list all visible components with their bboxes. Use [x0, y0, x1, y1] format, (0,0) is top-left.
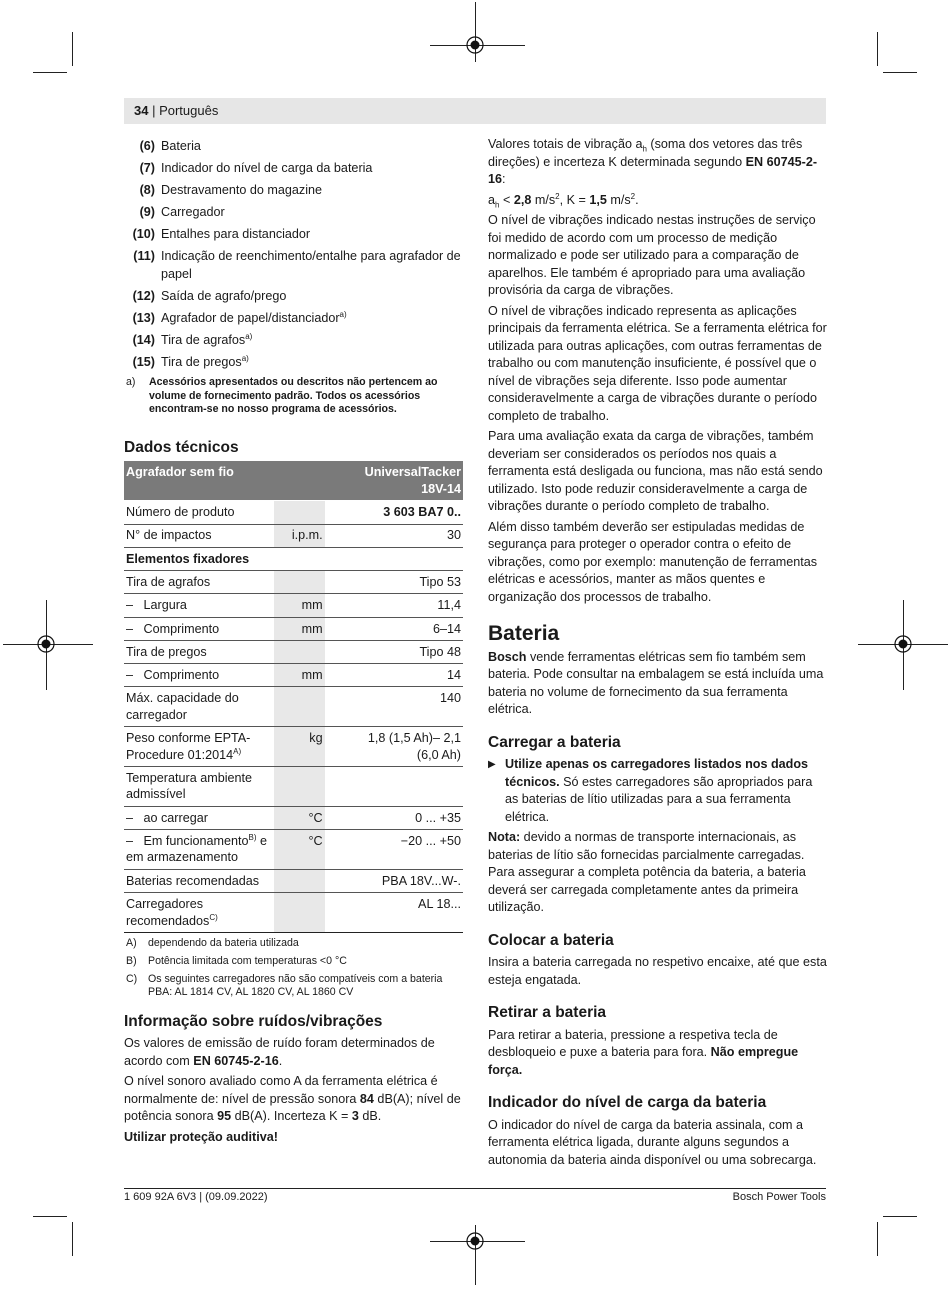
paragraph: Insira a bateria carregada no respetivo encaixe, até que esta esteja engatada.: [488, 955, 827, 987]
table-footnotes: [124, 937, 464, 999]
footer-brand: Bosch Power Tools: [732, 1191, 826, 1203]
table-footnote: C) Os seguintes carregadores não são compatíveis com a bateria PBA: AL 1814 CV, AL 1820 CV, AL 1860 CV: [126, 972, 443, 998]
paragraph: Bosch vende ferramentas elétricas sem fio também sem bateria. Pode consultar na embalagem se está incluída uma bateria no volume de fornecimento da sua ferramenta elétrica.: [488, 649, 824, 716]
page-number: 34: [134, 103, 149, 118]
warning-bullet: ▶ Utilize apenas os carregadores listados nos dados técnicos. Só estes carregadores são apropriados para as baterias de lítio utilizadas para a sua ferramenta elétrica.: [488, 757, 813, 824]
footer-doc-id: 1 609 92A 6V3 | (09.09.2022): [124, 1191, 268, 1203]
table-row: – Em funcionamento$^{B)}$ e em armazenamento °C −20 ... +50: [124, 830, 463, 870]
table-row: – Comprimento mm 14: [124, 664, 463, 687]
left-column: [124, 138, 464, 1146]
paragraph: Utilizar proteção auditiva!: [124, 1129, 278, 1144]
paragraph: Nota: devido a normas de transporte internacionais, as baterias de lítio são fornecidas parcialmente carregadas. Para assegurar a completa potência da bateria, a bateria deverá ser carregada completamente antes da primeira utilização.: [488, 830, 806, 914]
crop-mark: [33, 1216, 67, 1217]
list-item: (8) Destravamento do magazine: [139, 183, 323, 198]
page-language: Português: [159, 103, 219, 118]
table-row: Carregadores recomendados$^{C)}$ AL 18...: [124, 893, 463, 933]
table-row: Peso conforme EPTA-Procedure $01:2014^{A)}$ kg 1,8 (1,5 Ah)– 2,1 (6,0 Ah): [124, 727, 463, 767]
table-row: – Largura mm 11,4: [124, 594, 463, 617]
table-row: Máx. capacidade do carregador 140: [124, 687, 463, 727]
list-item: (6) Bateria: [139, 139, 201, 153]
subsection-title-charge: Carregar a bateria: [488, 733, 621, 751]
triangle-bullet-icon: ▶: [488, 759, 496, 770]
list-footnote: a) Acessórios apresentados ou descritos não pertencem ao volume de fornecimento padrão. Todos os acessórios encontram-se no nosso programa de acessórios.: [126, 376, 438, 416]
crop-mark: [72, 1222, 73, 1256]
table-row: Tira de agrafos Tipo 53: [124, 571, 463, 594]
right-column: [488, 136, 828, 1169]
list-item: (11) Indicação de reenchimento/entalhe para agrafador de papel: [133, 249, 461, 281]
table-footnote: B) Potência limitada com temperaturas <0 °C: [126, 954, 347, 967]
crop-mark: [877, 1222, 878, 1256]
crop-mark: [33, 72, 67, 73]
paragraph: Os valores de emissão de ruído foram determinados de acordo com EN 60745-2-16.: [124, 1036, 435, 1068]
paragraph: O nível de vibrações indicado representa as aplicações principais da ferramenta elétrica. Se a ferramenta elétrica for utilizada para outras aplicações, com outras ferramentas de trabalho ou com manutenção insuficiente, é possível que o nível de vibrações seja diferente. Isso pode aumentar consideravelmente a carga de vibrações durante o período completo de trabalho.: [488, 303, 827, 423]
paragraph: Além disso também deverão ser estipuladas medidas de segurança para proteger o operador contra o efeito de vibrações, como por exemplo: manutenção de ferramentas elétricas e acessórios, manter as mãos quentes e organização dos processos de trabalho.: [488, 519, 818, 604]
technical-data-table: [124, 461, 463, 933]
table-row: Baterias recomendadas PBA 18V...W-.: [124, 869, 463, 892]
list-item: (12) Saída de agrafo/prego: [132, 289, 287, 304]
section-title-technical-data: Dados técnicos: [124, 438, 239, 456]
paragraph: O nível sonoro avaliado como A da ferramenta elétrica é normalmente de: nível de pressão sonora 84 dB(A); nível de potência sonora 95 dB(A). Incerteza K = 3 dB.: [124, 1074, 461, 1124]
crop-mark: [877, 32, 878, 66]
table-row: Temperatura ambiente admissível: [124, 767, 463, 807]
table-row: Tira de pregos Tipo 48: [124, 640, 463, 663]
list-item: (9) Carregador: [139, 205, 225, 220]
subsection-title-indicator: Indicador do nível de carga da bateria: [488, 1094, 767, 1111]
registration-mark-icon: [36, 634, 56, 654]
table-row: – Comprimento mm 6–14: [124, 617, 463, 640]
paragraph: Para retirar a bateria, pressione a respetiva tecla de desbloqueio e puxe a bateria para fora. Não empregue força.: [488, 1027, 799, 1077]
component-list: [124, 138, 464, 372]
table-row: Elementos fixadores: [124, 547, 463, 570]
subsection-title-remove: Retirar a bateria: [488, 1004, 607, 1021]
page-header: 34 | Português: [124, 98, 826, 124]
crop-mark: [883, 72, 917, 73]
paragraph: O nível de vibrações indicado nestas instruções de serviço foi medido de acordo com um processo de medição normalizado e pode ser utilizado para a comparação de aparelhos. Ele também é apropriado para uma avaliação provisória da carga de vibrações.: [488, 213, 816, 297]
section-title-noise: Informação sobre ruídos/vibrações: [124, 1012, 383, 1030]
paragraph: Para uma avaliação exata da carga de vibrações, também deveriam ser considerados os períodos nos quais a ferramenta está desligada ou funciona, mas não está sendo utilizado. Isto pode reduzir consideravelmente a carga de vibrações durante o período completo de trabalho.: [488, 429, 823, 513]
subsection-title-insert: Colocar a bateria: [488, 931, 614, 949]
list-item: (15) Tira de pregos$^{a)}$: [132, 354, 249, 370]
table-footnote: A) dependendo da bateria utilizada: [126, 936, 299, 949]
list-item: (14) Tira de agrafos$^{a)}$: [132, 332, 253, 348]
list-item: (13) Agrafador de papel/distanciador$^{a)}$: [132, 309, 347, 326]
table-row: – ao carregar °C 0 ... +35: [124, 806, 463, 829]
registration-mark-icon: [893, 634, 913, 654]
crop-mark: [883, 1216, 917, 1217]
footer-divider: [124, 1188, 826, 1189]
paragraph: Valores totais de vibração $a_h$ (soma dos vetores das três direções) e incerteza K determinada segundo EN 60745-2-16:: [488, 137, 818, 186]
registration-mark-icon: [465, 35, 485, 55]
list-item: (7) Indicador do nível de carga da bateria: [139, 161, 373, 176]
paragraph: $a_h < 2,8$ $m/s^2$, K = 1,5 $m/s^2$.: [488, 191, 639, 210]
section-title-battery: Bateria: [488, 622, 560, 645]
registration-mark-icon: [465, 1231, 485, 1251]
table-row: N° de impactos i.p.m. 30: [124, 524, 463, 547]
table-header-row: Agrafador sem fio UniversalTacker 18V-14: [124, 461, 463, 500]
paragraph: O indicador do nível de carga da bateria assinala, com a ferramenta elétrica ligada, durante alguns segundos a autonomia da bateria ainda disponível ou uma sobrecarga.: [488, 1117, 817, 1167]
table-row: Número de produto 3 603 BA7 0..: [124, 501, 463, 524]
list-item: (10) Entalhes para distanciador: [132, 227, 311, 242]
crop-mark: [72, 32, 73, 66]
